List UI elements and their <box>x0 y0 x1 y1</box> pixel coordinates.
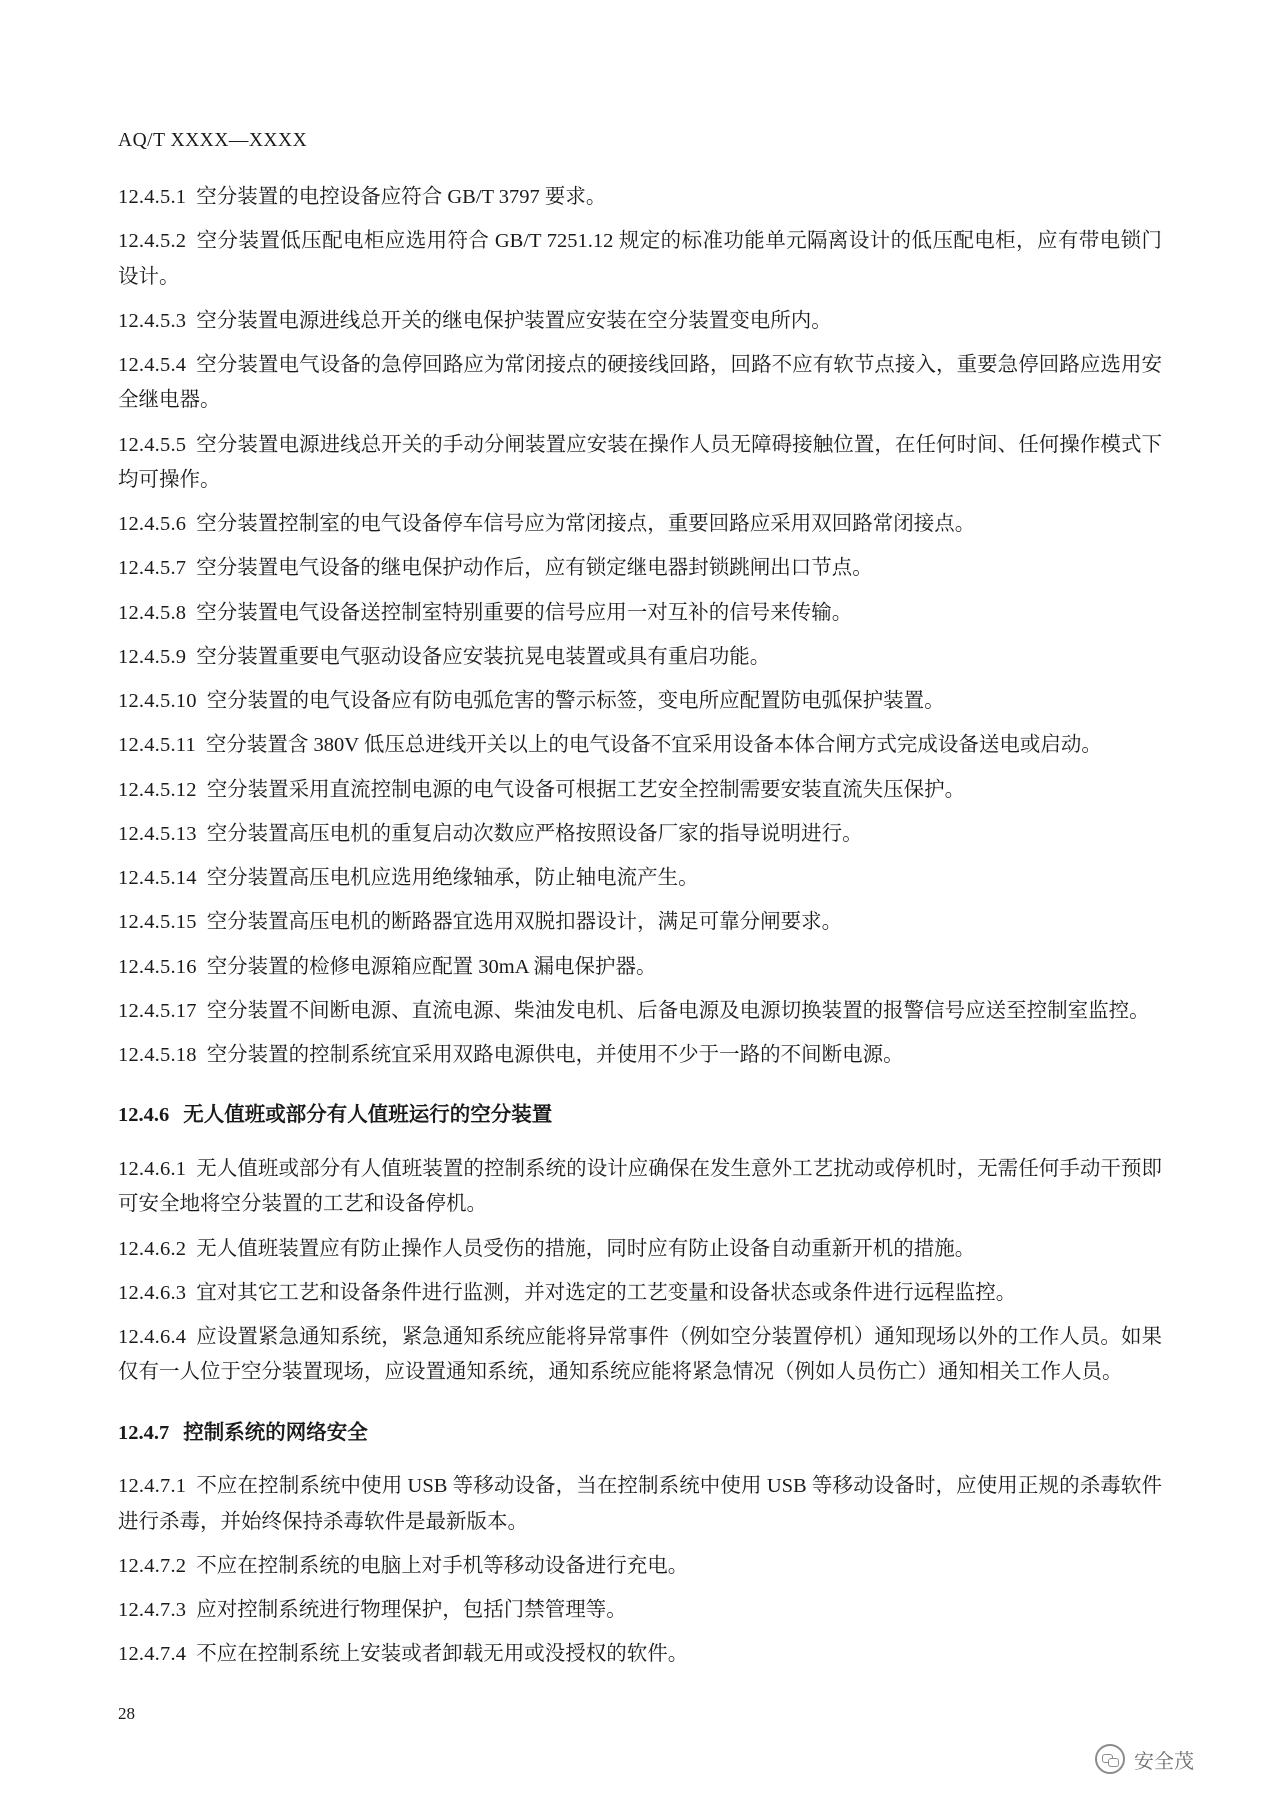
clause-paragraph <box>118 728 1162 763</box>
clause-number: 12.4.5.9 <box>118 645 187 668</box>
clause-text: 不应在控制系统上安装或者卸载无用或没授权的软件。 <box>196 1643 689 1666</box>
clause-text: 空分装置不间断电源、直流电源、柴油发电机、后备电源及电源切换装置的报警信号应送至控制室监控。 <box>206 999 1150 1022</box>
clause-number: 12.4.5.10 <box>118 690 197 712</box>
clause-number: 12.4.5.11 <box>118 734 196 757</box>
clause-paragraph <box>118 950 1162 985</box>
section-heading-12-4-7 <box>118 1417 1162 1450</box>
section-heading-12-4-6 <box>118 1099 1162 1132</box>
clause-number: 12.4.5.16 <box>118 955 197 978</box>
clause-group-12-4-5 <box>118 180 1162 1073</box>
clause-text: 应设置紧急通知系统，紧急通知系统应能将异常事件（例如空分装置停机）通知现场以外的工作人员。如果仅有一人位于空分装置现场，应设置通知系统，通知系统应能将紧急情况（例如人员伤亡）通知相关工作人员。 <box>118 1326 1162 1384</box>
clause-text: 空分装置含 380V 低压总进线开关以上的电气设备不宜采用设备本体合闸方式完成设备送电或启动。 <box>205 734 1102 757</box>
clause-text: 空分装置高压电机应选用绝缘轴承，防止轴电流产生。 <box>206 867 699 889</box>
clause-group-12-4-7 <box>118 1469 1162 1672</box>
clause-number: 12.4.5.18 <box>118 1044 197 1066</box>
clause-number: 12.4.7.1 <box>118 1475 187 1498</box>
clause-number: 12.4.6.1 <box>118 1158 187 1181</box>
clause-paragraph <box>118 1276 1162 1311</box>
clause-number: 12.4.7.3 <box>118 1599 187 1622</box>
clause-paragraph <box>118 1469 1162 1540</box>
clause-paragraph <box>118 348 1162 419</box>
clause-paragraph <box>118 1320 1162 1391</box>
clause-text: 空分装置重要电气驱动设备应安装抗晃电装置或具有重启功能。 <box>196 645 771 668</box>
section-number: 12.4.6 <box>118 1104 170 1127</box>
section-title-text: 无人值班或部分有人值班运行的空分装置 <box>183 1104 553 1127</box>
clause-text: 空分装置电气设备送控制室特别重要的信号应用一对互补的信号来传输。 <box>196 601 853 624</box>
clause-number: 12.4.6.4 <box>118 1326 187 1349</box>
clause-text: 空分装置电气设备的继电保护动作后，应有锁定继电器封锁跳闸出口节点。 <box>196 557 873 580</box>
clause-text: 空分装置电气设备的急停回路应为常闭接点的硬接线回路，回路不应有软节点接入，重要急停回路应选用安全继电器。 <box>118 354 1162 412</box>
clause-paragraph <box>118 817 1162 852</box>
clause-paragraph <box>118 1152 1162 1223</box>
clause-number: 12.4.7.2 <box>118 1554 187 1577</box>
clause-paragraph <box>118 684 1162 719</box>
clause-number: 12.4.6.3 <box>118 1281 187 1304</box>
clause-number: 12.4.5.1 <box>118 186 187 208</box>
wechat-icon <box>1095 1744 1125 1774</box>
clause-text: 不应在控制系统的电脑上对手机等移动设备进行充电。 <box>196 1554 689 1577</box>
clause-paragraph <box>118 1038 1162 1073</box>
clause-paragraph <box>118 507 1162 542</box>
clause-number: 12.4.5.14 <box>118 867 197 889</box>
clause-text: 空分装置电源进线总开关的继电保护装置应安装在空分装置变电所内。 <box>196 309 832 332</box>
clause-text: 无人值班或部分有人值班装置的控制系统的设计应确保在发生意外工艺扰动或停机时，无需任何手动干预即可安全地将空分装置的工艺和设备停机。 <box>118 1158 1162 1216</box>
clause-number: 12.4.5.4 <box>118 354 187 376</box>
clause-number: 12.4.5.17 <box>118 999 197 1022</box>
clause-number: 12.4.5.2 <box>118 230 187 253</box>
clause-text: 空分装置电源进线总开关的手动分闸装置应安装在操作人员无障碍接触位置，在任何时间、任何操作模式下均可操作。 <box>118 433 1162 491</box>
page-header <box>118 130 1162 152</box>
clause-text: 宜对其它工艺和设备条件进行监测，并对选定的工艺变量和设备状态或条件进行远程监控。 <box>196 1281 1017 1304</box>
clause-paragraph <box>118 994 1162 1029</box>
clause-number: 12.4.5.12 <box>118 778 197 801</box>
clause-number: 12.4.5.8 <box>118 601 187 624</box>
clause-text: 无人值班装置应有防止操作人员受伤的措施，同时应有防止设备自动重新开机的措施。 <box>196 1237 976 1260</box>
clause-number: 12.4.7.4 <box>118 1643 187 1666</box>
clause-paragraph <box>118 1549 1162 1584</box>
clause-number: 12.4.5.13 <box>118 822 197 845</box>
clause-text: 空分装置的电控设备应符合 GB/T 3797 要求。 <box>196 186 607 208</box>
clause-number: 12.4.5.7 <box>118 557 187 580</box>
clause-paragraph <box>118 596 1162 631</box>
clause-paragraph <box>118 640 1162 675</box>
clause-paragraph <box>118 1232 1162 1267</box>
section-number: 12.4.7 <box>118 1421 170 1444</box>
clause-paragraph <box>118 1593 1162 1628</box>
clause-text: 应对控制系统进行物理保护，包括门禁管理等。 <box>196 1599 627 1622</box>
clause-text: 空分装置的电气设备应有防电弧危害的警示标签，变电所应配置防电弧保护装置。 <box>206 690 945 712</box>
clause-paragraph <box>118 905 1162 940</box>
section-title-text: 控制系统的网络安全 <box>183 1421 368 1444</box>
clause-number: 12.4.5.6 <box>118 513 187 535</box>
clause-paragraph <box>118 180 1162 215</box>
clause-number: 12.4.5.5 <box>118 433 187 456</box>
clause-text: 空分装置低压配电柜应选用符合 GB/T 7251.12 规定的标准功能单元隔离设计的低压配电柜，应有带电锁门设计。 <box>118 230 1162 288</box>
clause-paragraph <box>118 428 1162 499</box>
clause-text: 不应在控制系统中使用 USB 等移动设备，当在控制系统中使用 USB 等移动设备时，应使用正规的杀毒软件进行杀毒，并始终保持杀毒软件是最新版本。 <box>118 1475 1162 1533</box>
clause-text: 空分装置的检修电源箱应配置 30mA 漏电保护器。 <box>206 955 657 978</box>
clause-text: 空分装置高压电机的重复启动次数应严格按照设备厂家的指导说明进行。 <box>206 822 863 845</box>
clause-text: 空分装置的控制系统宜采用双路电源供电，并使用不少于一路的不间断电源。 <box>206 1044 904 1066</box>
standard-code: AQ/T XXXX—XXXX <box>118 130 308 151</box>
watermark-label: 安全茂 <box>1134 1750 1194 1773</box>
clause-number: 12.4.5.15 <box>118 911 197 934</box>
clause-group-12-4-6 <box>118 1152 1162 1391</box>
clause-paragraph <box>118 1637 1162 1672</box>
clause-text: 空分装置高压电机的断路器宜选用双脱扣器设计，满足可靠分闸要求。 <box>206 911 843 934</box>
clause-paragraph <box>118 773 1162 808</box>
clause-paragraph <box>118 551 1162 586</box>
watermark <box>1095 1744 1194 1774</box>
clause-number: 12.4.6.2 <box>118 1237 187 1260</box>
clause-paragraph <box>118 304 1162 339</box>
clause-paragraph <box>118 861 1162 896</box>
clause-number: 12.4.5.3 <box>118 309 187 332</box>
clause-text: 空分装置控制室的电气设备停车信号应为常闭接点，重要回路应采用双回路常闭接点。 <box>196 513 976 535</box>
clause-text: 空分装置采用直流控制电源的电气设备可根据工艺安全控制需要安装直流失压保护。 <box>206 778 966 801</box>
clause-paragraph <box>118 224 1162 295</box>
page-number: 28 <box>118 1704 135 1723</box>
